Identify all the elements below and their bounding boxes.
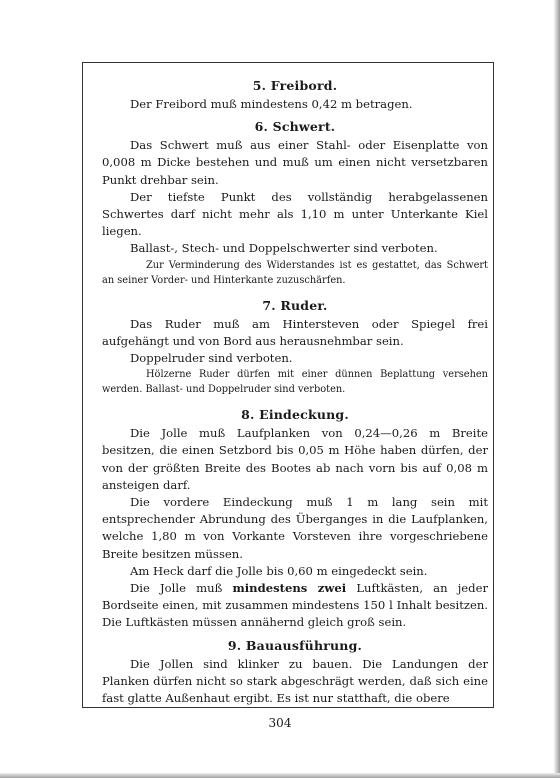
paragraph: Die vordere Eindeckung muß 1 m lang sein mit entsprechender Abrundung des Überganges in die Laufplanken, welche 1,80 m von Vorkante Vorsteven ihre vorgeschriebene Breite besitzen müssen. — [102, 495, 488, 561]
text-run: Die Jolle muß — [130, 581, 233, 596]
paragraph: Der Freibord muß mindestens 0,42 m betragen. — [130, 97, 413, 111]
paragraph: Die Jolle muß Laufplanken von 0,24—0,26 m Breite besitzen, die einen Setzbord bis 0,05 m Höhe haben dürfen, der von der größten Breite des Bootes ab nach vorn bis auf 0,08 m ansteigen darf. — [102, 426, 488, 492]
page-number: 304 — [268, 716, 292, 730]
text-run: Luftkästen, an jeder Bordseite einen, mit zusammen mindestens 150 l Inhalt besitzen. Die Luftkästen müssen annähernd gleich groß sein. — [102, 581, 488, 630]
paragraph: Am Heck darf die Jolle bis 0,60 m eingedeckt sein. — [130, 563, 428, 578]
section-heading-freibord: 5. Freibord. — [252, 78, 338, 93]
section-heading-ruder: 7. Ruder. — [262, 297, 328, 313]
section-heading-schwert: 6. Schwert. — [254, 119, 336, 135]
section-heading-eindeckung: 8. Eindeckung. — [241, 407, 349, 423]
paragraph: Doppelruder sind verboten. — [130, 351, 293, 366]
paragraph: Ballast-, Stech- und Doppelschwerter sind verboten. — [130, 241, 438, 256]
paragraph: Die Jollen sind klinker zu bauen. Die Landungen der Planken dürfen nicht so stark abgeschrägt werden, daß sich eine fast glatte Außenhaut ergibt. Es ist nur statthaft, die obere — [102, 656, 488, 706]
emphasized-text: mindestens zwei — [232, 581, 347, 596]
page-edge-shadow-bottom — [0, 773, 560, 778]
paragraph: Der tiefste Punkt des vollständig herabgelassenen Schwertes darf nicht mehr als 1,10 m unter Unterkante Kiel liegen. — [102, 189, 488, 239]
small-print-note: Hölzerne Ruder dürfen mit einer dünnen Beplattung versehen werden. Ballast- und Doppelruder sind verboten. — [102, 369, 488, 396]
page-edge-shadow-right — [554, 0, 560, 778]
paragraph — [102, 580, 488, 632]
paragraph: Das Schwert muß aus einer Stahl- oder Eisenplatte von 0,008 m Dicke bestehen und muß um einen nicht versetzbaren Punkt drehbar sein. — [102, 138, 488, 187]
small-print-note: Zur Verminderung des Widerstandes ist es gestattet, das Schwert an seiner Vorder- und Hinterkante zuzuschärfen. — [102, 259, 488, 286]
section-heading-bauausfuehrung: 9. Bauausführung. — [227, 637, 363, 653]
page-content — [102, 78, 488, 707]
paragraph: Das Ruder muß am Hintersteven oder Spiegel frei aufgehängt und von Bord aus herausnehmbar sein. — [102, 316, 488, 348]
